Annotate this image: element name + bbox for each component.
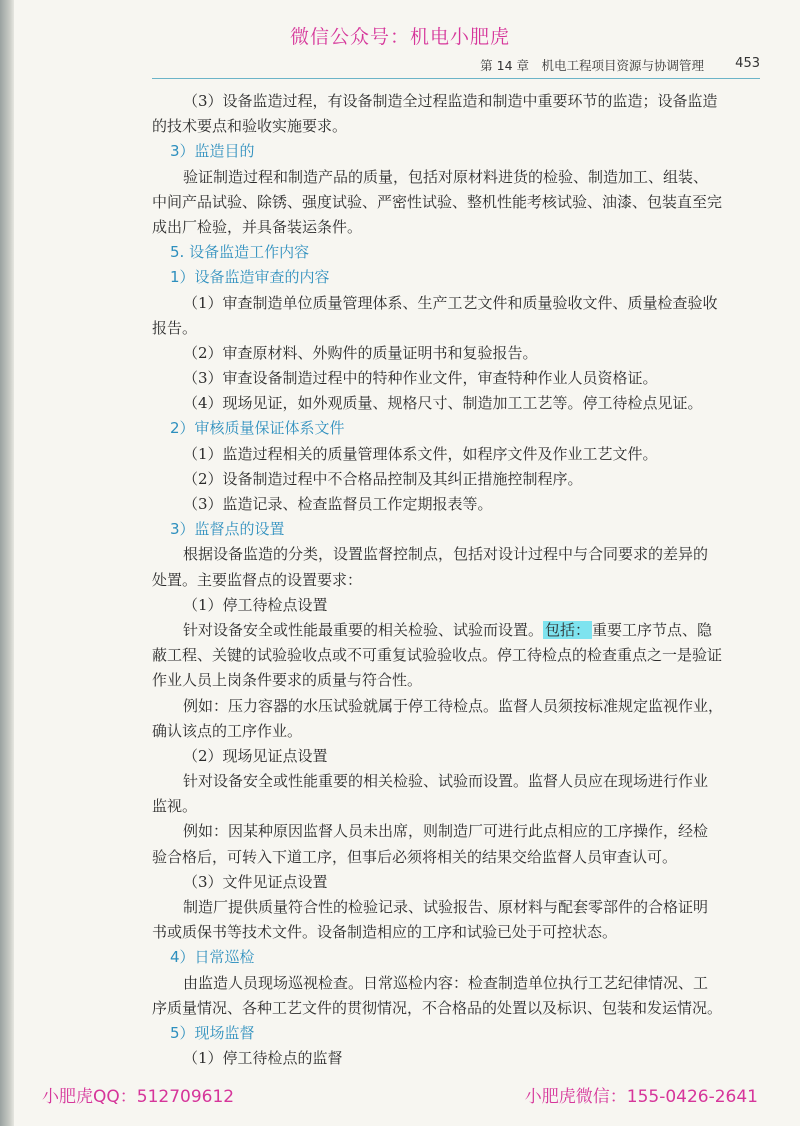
paragraph-line: 针对设备安全或性能重要的相关检验、试验而设置。监督人员应在现场进行作业 [183, 772, 709, 791]
paragraph-line [152, 618, 760, 643]
paragraph-line: （3）设备监造过程，有设备制造全过程监造和制造中重要环节的监造；设备监造 [183, 92, 718, 110]
section-heading: 2）审核质量保证体系文件 [170, 419, 345, 438]
section-heading: 3）监造目的 [170, 142, 255, 161]
paragraph-line: 的技术要点和验收实施要求。 [152, 117, 348, 136]
highlighted-text: 包括： [545, 620, 591, 639]
watermark-top: 微信公众号：机电小肥虎 [289, 26, 510, 48]
page-body [152, 89, 760, 1071]
paragraph-line: 验证制造过程和制造产品的质量，包括对原材料进货的检验、制造加工、组装、 [183, 167, 709, 186]
book-spine-shadow [0, 0, 14, 1126]
paragraph-line: （1）停工待检点设置 [183, 595, 328, 614]
section-heading: 4）日常巡检 [170, 948, 255, 967]
running-head [152, 56, 760, 76]
paragraph-line: 作业人员上岗条件要求的质量与符合性。 [152, 671, 423, 690]
section-heading: 5. 设备监造工作内容 [170, 243, 310, 262]
paragraph-line: 监视。 [152, 797, 198, 816]
paragraph-line: （1）审查制造单位质量管理体系、生产工艺文件和质量验收文件、质量检查验收 [183, 293, 718, 312]
paragraph-line: （3）监造记录、检查监督员工作定期报表等。 [183, 495, 493, 513]
paragraph-line: （2）审查原材料、外购件的质量证明书和复验报告。 [183, 343, 538, 362]
paragraph-line: （1）停工待检点的监督 [183, 1049, 343, 1068]
paragraph-line: 处置。主要监督点的设置要求： [152, 570, 363, 589]
paragraph-line: 序质量情况、各种工艺文件的贯彻情况，不合格品的处置以及标识、包装和发运情况。 [152, 998, 723, 1017]
paragraph-line: （2）现场见证点设置 [183, 746, 328, 765]
paragraph-line: （2）设备制造过程中不合格品控制及其纠正措施控制程序。 [183, 469, 583, 488]
section-heading: 3）监督点的设置 [170, 520, 285, 539]
page-number: 453 [735, 56, 760, 71]
section-heading: 1）设备监造审查的内容 [170, 268, 330, 287]
text-run: 重要工序节点、隐 [592, 620, 713, 639]
paragraph-line: 例如：压力容器的水压试验就属于停工待检点。监督人员须按标准规定监视作业， [183, 696, 724, 715]
watermark-qq: 小肥虎QQ：512709612 [42, 1087, 235, 1107]
paragraph-line: （3）文件见证点设置 [183, 872, 328, 891]
watermark-wechat: 小肥虎微信：155-0426-2641 [524, 1087, 758, 1107]
header-rule [152, 78, 760, 79]
paragraph-line: （1）监造过程相关的质量管理体系文件，如程序文件及作业工艺文件。 [183, 444, 658, 463]
paragraph-line: （3）审查设备制造过程中的特种作业文件，审查特种作业人员资格证。 [183, 369, 658, 388]
paragraph-line: 书或质保书等技术文件。设备制造相应的工序和试验已处于可控状态。 [152, 923, 618, 942]
paragraph-line: 制造厂提供质量符合性的检验记录、试验报告、原材料与配套零部件的合格证明 [183, 898, 709, 916]
paragraph-line: 报告。 [152, 318, 198, 337]
paragraph-line: 蔽工程、关键的试验验收点或不可重复试验验收点。停工待检点的检查重点之一是验证 [152, 646, 723, 665]
chapter-title: 第 14 章 机电工程项目资源与协调管理 [480, 58, 704, 73]
paragraph-line: （4）现场见证，如外观质量、规格尺寸、制造加工工艺等。停工待检点见证。 [183, 394, 703, 413]
paragraph-line: 中间产品试验、除锈、强度试验、严密性试验、整机性能考核试验、油漆、包装直至完 [152, 192, 723, 211]
paragraph-line: 例如：因某种原因监督人员未出席，则制造厂可进行此点相应的工序操作，经检 [183, 822, 709, 841]
paragraph-line: 根据设备监造的分类，设置监督控制点，包括对设计过程中与合同要求的差异的 [183, 545, 709, 564]
paragraph-line: 确认该点的工序作业。 [152, 721, 303, 740]
paragraph-line: 成出厂检验，并具备装运条件。 [152, 217, 363, 236]
text-run: 针对设备安全或性能最重要的相关检验、试验而设置。 [183, 620, 544, 639]
paragraph-line: 由监造人员现场巡视检查。日常巡检内容：检查制造单位执行工艺纪律情况、工 [183, 973, 709, 992]
section-heading: 5）现场监督 [170, 1023, 255, 1042]
paragraph-line: 验合格后，可转入下道工序，但事后必须将相关的结果交给监督人员审查认可。 [152, 847, 678, 866]
watermark-bottom [0, 1082, 800, 1108]
